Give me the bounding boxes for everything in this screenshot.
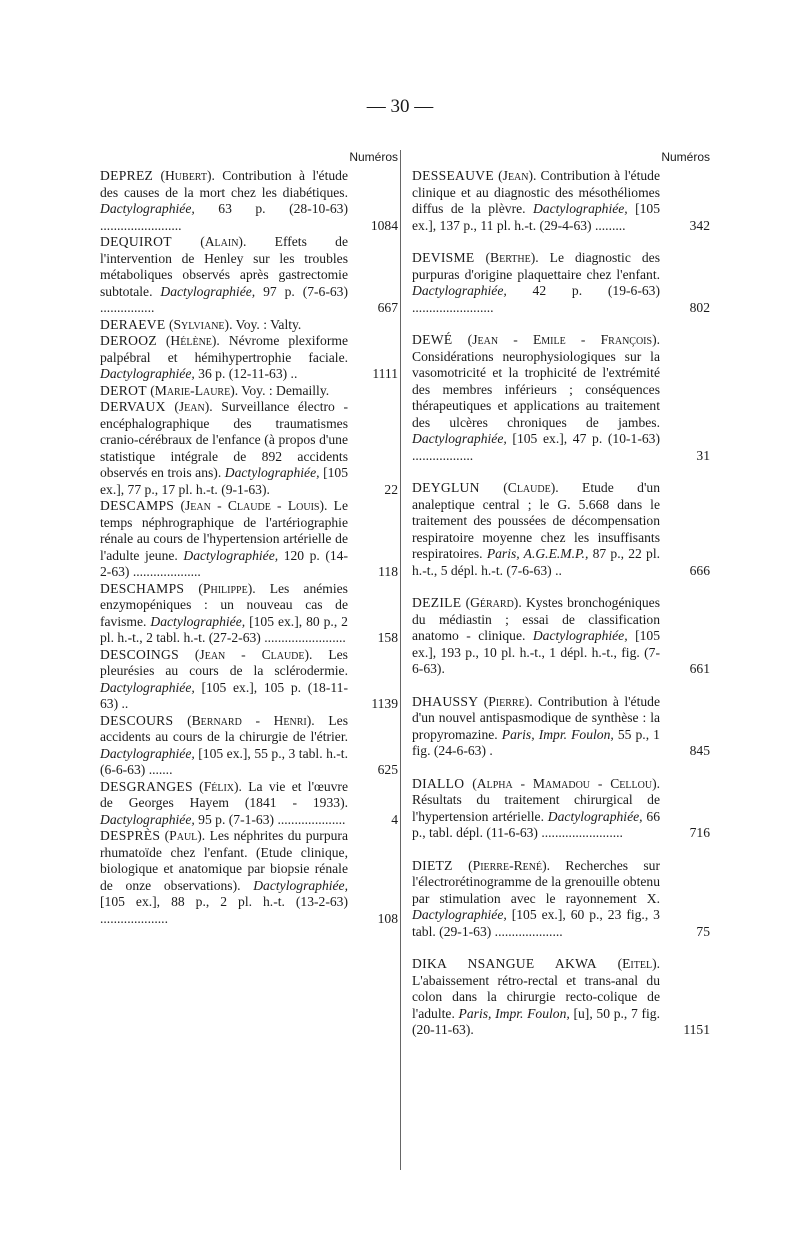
entry-number: 667 <box>377 300 398 315</box>
publisher: Dactylographiée, <box>100 745 195 761</box>
thesis-title: Considérations neurophysiologiques sur la vasomotricité et la trophicité de l'extrémité des membres inférieurs ; conséquences thérapeutiques et applications au traitement des ulcères chroniques de jambes. <box>412 348 660 430</box>
thesis-title: Névrome plexiforme palpébral et hémihypertrophie faciale. <box>100 333 348 365</box>
entry-text <box>100 333 348 383</box>
publisher: Paris, A.G.E.M.P., <box>486 546 589 561</box>
entry-number: 22 <box>384 481 398 497</box>
thesis-title: Le diagnostic des purpuras d'origine plaquettaire chez l'enfant. <box>412 250 660 282</box>
publication-details: 66 p., tabl. dépl. (11-6-63) ........................ <box>412 808 660 840</box>
author-given-name: (Alpha - Mamadou - Cellou). <box>472 775 661 791</box>
publication-details: [105 ex.], 88 p., 2 pl. h.-t. (13-2-63) .................... <box>100 894 348 926</box>
publication-details: [105 ex.], 105 p. (18-11-63) .. <box>100 679 349 711</box>
entry-number: 802 <box>689 299 710 315</box>
entry-number: 118 <box>378 564 398 579</box>
publisher: Dactylographiée, <box>183 547 279 563</box>
column-divider <box>400 150 401 1170</box>
entry-number: 661 <box>689 661 710 676</box>
entry-text <box>100 647 348 713</box>
entry-number: 4 <box>391 811 398 827</box>
thesis-title: Etude d'un analeptique central ; le G. 5.668 dans le traitement des poussées de décompensation respiratoire moyenne chez les insuffisants respiratoires. <box>412 480 661 561</box>
publisher: Dactylographiée, <box>532 628 628 643</box>
thesis-title: Les accidents au cours de la chirurgie de l'étrier. <box>100 712 348 744</box>
entry-number: 1139 <box>371 696 398 711</box>
entry-text <box>412 332 660 464</box>
bibliography-entry <box>100 399 400 498</box>
author-surname: DEQUIROT <box>100 234 172 249</box>
entry-text <box>412 250 660 316</box>
publication-details: 97 p. (7-6-63) ................ <box>100 283 348 315</box>
publisher: Dactylographiée, <box>412 431 507 446</box>
bibliography-entry <box>100 383 400 400</box>
entry-number: 666 <box>689 562 710 578</box>
thesis-title: La vie et l'œuvre de Georges Hayem (1841 - 1933). <box>100 778 348 810</box>
entry-text <box>100 581 348 647</box>
entry-text <box>100 779 348 829</box>
publisher: Dactylographiée, <box>224 465 320 480</box>
publisher: Dactylographiée, <box>150 613 246 629</box>
bibliography-entry <box>100 317 400 334</box>
author-given-name: (Pierre-René). <box>468 857 551 873</box>
thesis-title: Contribution à l'étude clinique et au diagnostic des mésothéliomes diffus de la plèvre. <box>412 168 660 216</box>
bibliography-entry <box>100 647 400 713</box>
author-surname: DESGRANGES <box>100 778 193 794</box>
entry-text <box>100 828 348 927</box>
publisher: Dactylographiée, <box>253 877 348 893</box>
thesis-title: L'abaissement rétro-rectal et trans-anal du colon dans la chirurgie recto-colique de l'adulte. <box>412 972 660 1021</box>
author-surname: DEYGLUN <box>412 480 480 495</box>
publication-details: 55 p., 1 fig. (24-6-63) . <box>412 726 660 758</box>
author-given-name: (Alain). <box>200 234 247 249</box>
author-surname: DERVAUX <box>100 399 166 414</box>
author-surname: DHAUSSY <box>412 693 479 709</box>
author-surname: DESPRÈS <box>100 828 161 843</box>
publication-details: 42 p. (19-6-63) ........................ <box>412 283 660 315</box>
publisher: Dactylographiée, <box>412 907 507 922</box>
thesis-title: Recherches sur l'électrorétinogramme de la grenouille obtenu par stimulation avec le rayonnement X. <box>412 857 660 906</box>
thesis-title: Effets de l'intervention de Henley sur les troubles métaboliques observés après gastrectomie subtotale. <box>100 234 348 299</box>
publisher: Dactylographiée, <box>100 679 195 695</box>
entry-number: 845 <box>689 743 710 758</box>
entry-text <box>100 498 348 581</box>
page-number: — 30 — <box>366 96 434 117</box>
bibliography-entry <box>100 168 400 234</box>
thesis-title: Résultats du traitement chirurgical de l'hypertension artérielle. <box>412 792 660 824</box>
entry-number: 108 <box>377 910 398 926</box>
author-surname: DESCAMPS <box>100 498 175 513</box>
bibliography-entry <box>412 595 712 678</box>
publication-details: [105 ex.], 77 p., 17 pl. h.-t. (9-1-63). <box>100 465 348 497</box>
publisher: Paris, Impr. Foulon, <box>458 1005 570 1021</box>
author-given-name: (Gérard). <box>465 595 522 610</box>
author-surname: DEVISME <box>412 250 475 265</box>
entry-number: 31 <box>696 447 710 463</box>
author-given-name: (Jean - Claude). <box>194 646 313 662</box>
publisher: Dactylographiée, <box>160 283 256 299</box>
entry-number: 1151 <box>683 1022 710 1037</box>
publisher: Dactylographiée, <box>100 366 195 381</box>
entry-text <box>412 168 660 234</box>
author-given-name: (Hélène). <box>165 333 220 348</box>
entry-text <box>100 317 348 334</box>
right-column <box>412 150 712 1055</box>
publication-details: 120 p. (14-2-63) .................... <box>100 547 348 579</box>
author-surname: DEWÉ <box>412 332 453 347</box>
author-given-name: (Paul). <box>164 828 206 843</box>
author-given-name: (Jean - Claude - Louis). <box>180 498 328 513</box>
entry-text <box>412 595 660 678</box>
publication-details: [105 ex.], 60 p., 23 fig., 3 tabl. (29-1-63) .................... <box>412 907 660 939</box>
bibliography-entry <box>412 858 712 941</box>
thesis-title: Kystes bronchogéniques du médiastin ; essai de classification anatomo - clinique. <box>412 595 660 643</box>
entry-number: 158 <box>377 630 398 645</box>
thesis-title: Le temps néphrographique de l'artériographie rénale au cours de l'hypertension artérielle de l'adulte jeune. <box>100 498 349 563</box>
entry-text <box>412 694 660 760</box>
publisher: Dactylographiée, <box>100 201 195 216</box>
entry-text <box>100 713 348 779</box>
author-surname: DEZILE <box>412 595 462 610</box>
publication-details: [105 ex.], 193 p., 10 pl. h.-t., 1 dépl. h.-t., fig. (7-6-63). <box>412 628 660 676</box>
bibliography-entry <box>100 333 400 383</box>
publisher: Dactylographiée, <box>532 201 628 216</box>
entry-text <box>412 956 660 1039</box>
author-given-name: (Eitel). <box>617 956 660 971</box>
bibliography-entry <box>412 168 712 234</box>
author-given-name: (Sylviane). <box>168 316 233 332</box>
thesis-title: Voy. : Demailly. <box>241 382 330 398</box>
entry-number: 625 <box>377 762 398 777</box>
author-surname: DESCOINGS <box>100 646 179 662</box>
author-given-name: (Hubert). <box>160 168 215 183</box>
author-surname: DIALLO <box>412 775 465 791</box>
entry-number: 342 <box>689 217 710 233</box>
author-given-name: (Félix). <box>199 778 242 794</box>
author-surname: DESCOURS <box>100 712 174 728</box>
publication-details: [105 ex.], 80 p., 2 pl. h.-t., 2 tabl. h.-t. (27-2-63) ........................ <box>100 613 348 645</box>
author-given-name: (Claude). <box>503 480 559 495</box>
publication-details: [105 ex.], 47 p. (10-1-63) .................. <box>412 431 660 463</box>
publication-details: 87 p., 22 pl. h.-t., 5 dépl. h.-t. (7-6-63) .. <box>412 546 661 578</box>
author-given-name: (Marie-Laure). <box>150 382 239 398</box>
publication-details: [105 ex.], 137 p., 11 pl. h.-t. (29-4-63) ......... <box>412 201 661 233</box>
author-given-name: (Bernard - Henri). <box>187 712 315 728</box>
bibliography-entry <box>412 956 712 1039</box>
author-surname: DEPREZ <box>100 168 154 183</box>
entry-number: 1111 <box>372 366 398 381</box>
bibliography-entry <box>100 713 400 779</box>
author-surname: DIKA NSANGUE AKWA <box>412 956 597 971</box>
bibliography-entry <box>100 234 400 317</box>
column-header: Numéros <box>661 150 710 164</box>
column-header: Numéros <box>349 150 398 164</box>
entry-text <box>412 776 660 842</box>
entry-number: 75 <box>696 923 710 939</box>
entry-text <box>100 383 348 400</box>
bibliography-entry <box>100 779 400 829</box>
entry-number: 716 <box>689 825 710 840</box>
author-surname: DIETZ <box>412 857 453 873</box>
bibliography-entry <box>412 250 712 316</box>
publication-details: 63 p. (28-10-63) ........................ <box>100 201 348 233</box>
author-surname: DESSEAUVE <box>412 168 494 183</box>
publisher: Paris, Impr. Foulon, <box>501 726 614 742</box>
author-given-name: (Berthe). <box>485 250 539 265</box>
bibliography-entry <box>100 581 400 647</box>
author-given-name: (Jean). <box>498 168 537 183</box>
left-column <box>100 150 400 927</box>
entry-text <box>100 399 348 498</box>
bibliography-entry <box>412 694 712 760</box>
publication-details: 95 p. (7-1-63) .................... <box>198 811 346 827</box>
bibliography-entry <box>100 498 400 581</box>
entry-text <box>100 234 348 317</box>
publication-details: 36 p. (12-11-63) .. <box>198 366 298 381</box>
publisher: Dactylographiée, <box>547 808 643 824</box>
author-given-name: (Jean - Emile - François). <box>467 332 660 347</box>
author-given-name: (Jean). <box>174 399 213 414</box>
author-surname: DESCHAMPS <box>100 580 185 596</box>
bibliography-entry <box>412 480 712 579</box>
bibliography-entry <box>100 828 400 927</box>
thesis-title: Les pleurésies au cours de la sclérodermie. <box>100 646 348 678</box>
author-given-name: (Philippe). <box>198 580 256 596</box>
entry-text <box>412 480 660 579</box>
entry-number: 1084 <box>370 217 398 233</box>
entry-text <box>412 858 660 941</box>
bibliography-entry <box>412 332 712 464</box>
thesis-title: Les néphrites du purpura rhumatoïde chez l'enfant. (Etude clinique, biologique et anatomique par biopsie rénale de onze observations). <box>100 828 348 893</box>
thesis-title: Les anémies enzymopéniques : un nouveau cas de favisme. <box>100 580 348 629</box>
publisher: Dactylographiée, <box>412 283 507 298</box>
thesis-title: Voy. : Valty. <box>235 316 302 332</box>
bibliography-entry <box>412 776 712 842</box>
author-surname: DERAEVE <box>100 316 166 332</box>
thesis-title: Surveillance électro - encéphalographique des traumatismes cranio-cérébraux de l'enfance (à propos d'une statistique intégrale de 892 accidents observés en trois ans). <box>100 399 349 480</box>
entry-text <box>100 168 348 234</box>
thesis-title: Contribution à l'étude des causes de la mort chez les diabétiques. <box>100 168 348 200</box>
publisher: Dactylographiée, <box>100 811 195 827</box>
thesis-title: Contribution à l'étude d'un nouvel antispasmodique de synthèse : la propyromazine. <box>412 693 660 742</box>
publication-details: [105 ex.], 55 p., 3 tabl. h.-t. (6-6-63) ....... <box>100 745 348 777</box>
author-surname: DEROOZ <box>100 333 157 348</box>
author-surname: DEROT <box>100 382 147 398</box>
publication-details: [u], 50 p., 7 fig. (20-11-63). <box>412 1005 660 1037</box>
author-given-name: (Pierre). <box>483 693 533 709</box>
